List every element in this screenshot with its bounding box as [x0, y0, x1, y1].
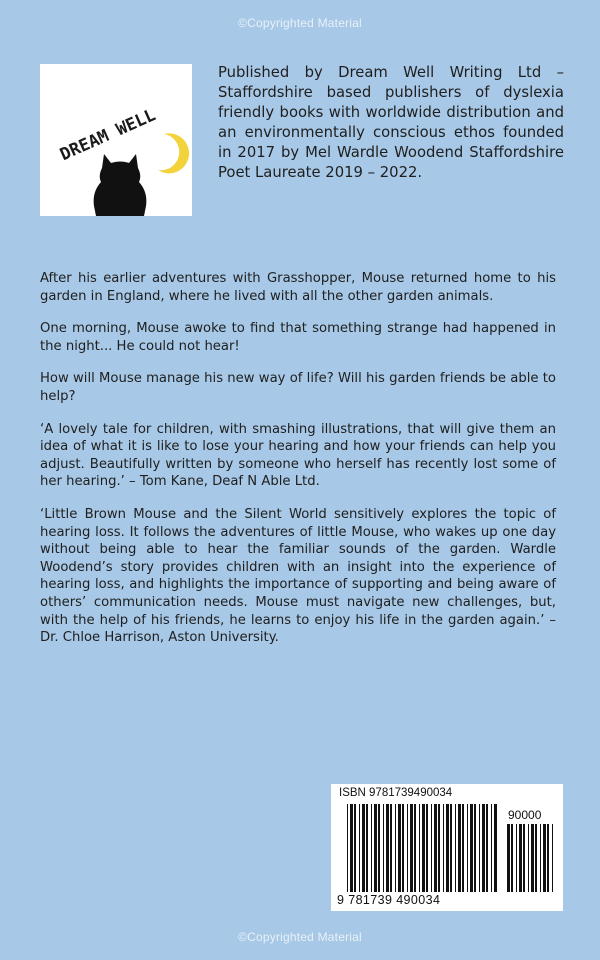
barcode-bar	[458, 804, 461, 892]
blurb-paragraph-1: After his earlier adventures with Grasshopper, Mouse returned home to his garden in England, where he lived with all the other garden animals.	[40, 271, 556, 304]
blurb-paragraph-3: How will Mouse manage his new way of life? Will his garden friends be able to help?	[40, 371, 556, 404]
barcode-bar	[462, 804, 464, 892]
barcode-bar	[402, 804, 404, 892]
barcode-bar	[359, 804, 360, 892]
barcode-bar	[422, 804, 425, 892]
barcode-bar	[378, 804, 380, 892]
barcode-bar	[540, 824, 541, 892]
barcode-bar	[455, 804, 456, 892]
barcode-bar	[519, 824, 522, 892]
barcode-bar	[467, 804, 468, 892]
blurb-paragraph-2: One morning, Mouse awoke to find that something strange had happened in the night... He could not hear!	[40, 321, 556, 354]
barcode-bar	[516, 824, 517, 892]
barcode-bar	[374, 804, 377, 892]
cat-icon	[94, 154, 147, 216]
barcode-bar	[362, 804, 365, 892]
logo-text: DREAM WELL	[57, 105, 159, 166]
barcode-bar	[390, 804, 392, 892]
barcode-digits: 9 781739 490034	[337, 893, 441, 907]
moon-icon	[158, 133, 189, 173]
barcode-bar	[511, 824, 513, 892]
barcode-bar	[531, 824, 534, 892]
barcode-bar	[528, 824, 529, 892]
barcode-bar	[354, 804, 356, 892]
price-code: 90000	[508, 808, 542, 822]
barcode-bar	[479, 804, 480, 892]
review-quote-2: ‘Little Brown Mouse and the Silent World sensitively explores the topic of hearing loss. It follows the adventures of little Mouse, who wakes up one day without being able to hear the familiar sounds of the garden. Wardle Woodend’s story provides children with an insight into the experience of hearing loss, and highlights the importance of supporting and being aware of others’ communication needs. Mouse must navigate new challenges, but, with the help of his friends, he learns to enjoy his life in the garden again.’ – Dr. Chloe Harrison, Aston University.	[40, 506, 556, 646]
barcode-bar	[386, 804, 389, 892]
barcode-bar	[523, 824, 525, 892]
barcode-bar	[419, 804, 420, 892]
barcode-bar	[383, 804, 384, 892]
barcode-bar	[494, 804, 497, 892]
back-cover-blurb	[40, 270, 556, 662]
barcode-bar	[486, 804, 488, 892]
barcode-bar	[438, 804, 440, 892]
review-quote-1: ‘A lovely tale for children, with smashing illustrations, that will give them an idea of what it is like to lose your hearing and how your friends can help you adjust. Beautifully written by someone who herself has recently lost some of her hearing.’ – Tom Kane, Deaf N Able Ltd.	[40, 421, 556, 490]
barcode-bar	[474, 804, 476, 892]
barcode-bar	[407, 804, 408, 892]
publisher-description: Published by Dream Well Writing Ltd – Staffordshire based publishers of dyslexia friendly books with worldwide distribution and an environmentally conscious ethos founded in 2017 by Mel Wardle Woodend Staffordshire Poet Laureate 2019 – 2022.	[218, 64, 564, 181]
barcode-bars	[331, 784, 563, 911]
barcode-bar	[443, 804, 444, 892]
barcode-bar	[350, 804, 353, 892]
barcode-bar	[543, 824, 546, 892]
barcode-bar	[470, 804, 473, 892]
copyright-watermark-top: ©Copyrighted Material	[238, 16, 362, 30]
barcode-bar	[414, 804, 416, 892]
barcode-bar	[431, 804, 432, 892]
barcode-bar	[552, 824, 553, 892]
logo-graphic	[40, 64, 192, 216]
barcode-bar	[347, 804, 348, 892]
dream-well-logo	[40, 64, 192, 216]
barcode-bar	[366, 804, 368, 892]
copyright-watermark-bottom: ©Copyrighted Material	[238, 930, 362, 944]
barcode-bar	[395, 804, 396, 892]
barcode-bar	[426, 804, 428, 892]
barcode-bar	[371, 804, 372, 892]
barcode-bar	[398, 804, 401, 892]
barcode-bar	[491, 804, 492, 892]
barcode-bar	[547, 824, 549, 892]
isbn-barcode	[331, 784, 563, 911]
barcode-bar	[450, 804, 452, 892]
barcode-bar	[507, 824, 510, 892]
barcode-bar	[535, 824, 537, 892]
barcode-bar	[446, 804, 449, 892]
isbn-label: ISBN 9781739490034	[339, 787, 453, 799]
barcode-bar	[482, 804, 485, 892]
barcode-bar	[410, 804, 413, 892]
barcode-bar	[434, 804, 437, 892]
